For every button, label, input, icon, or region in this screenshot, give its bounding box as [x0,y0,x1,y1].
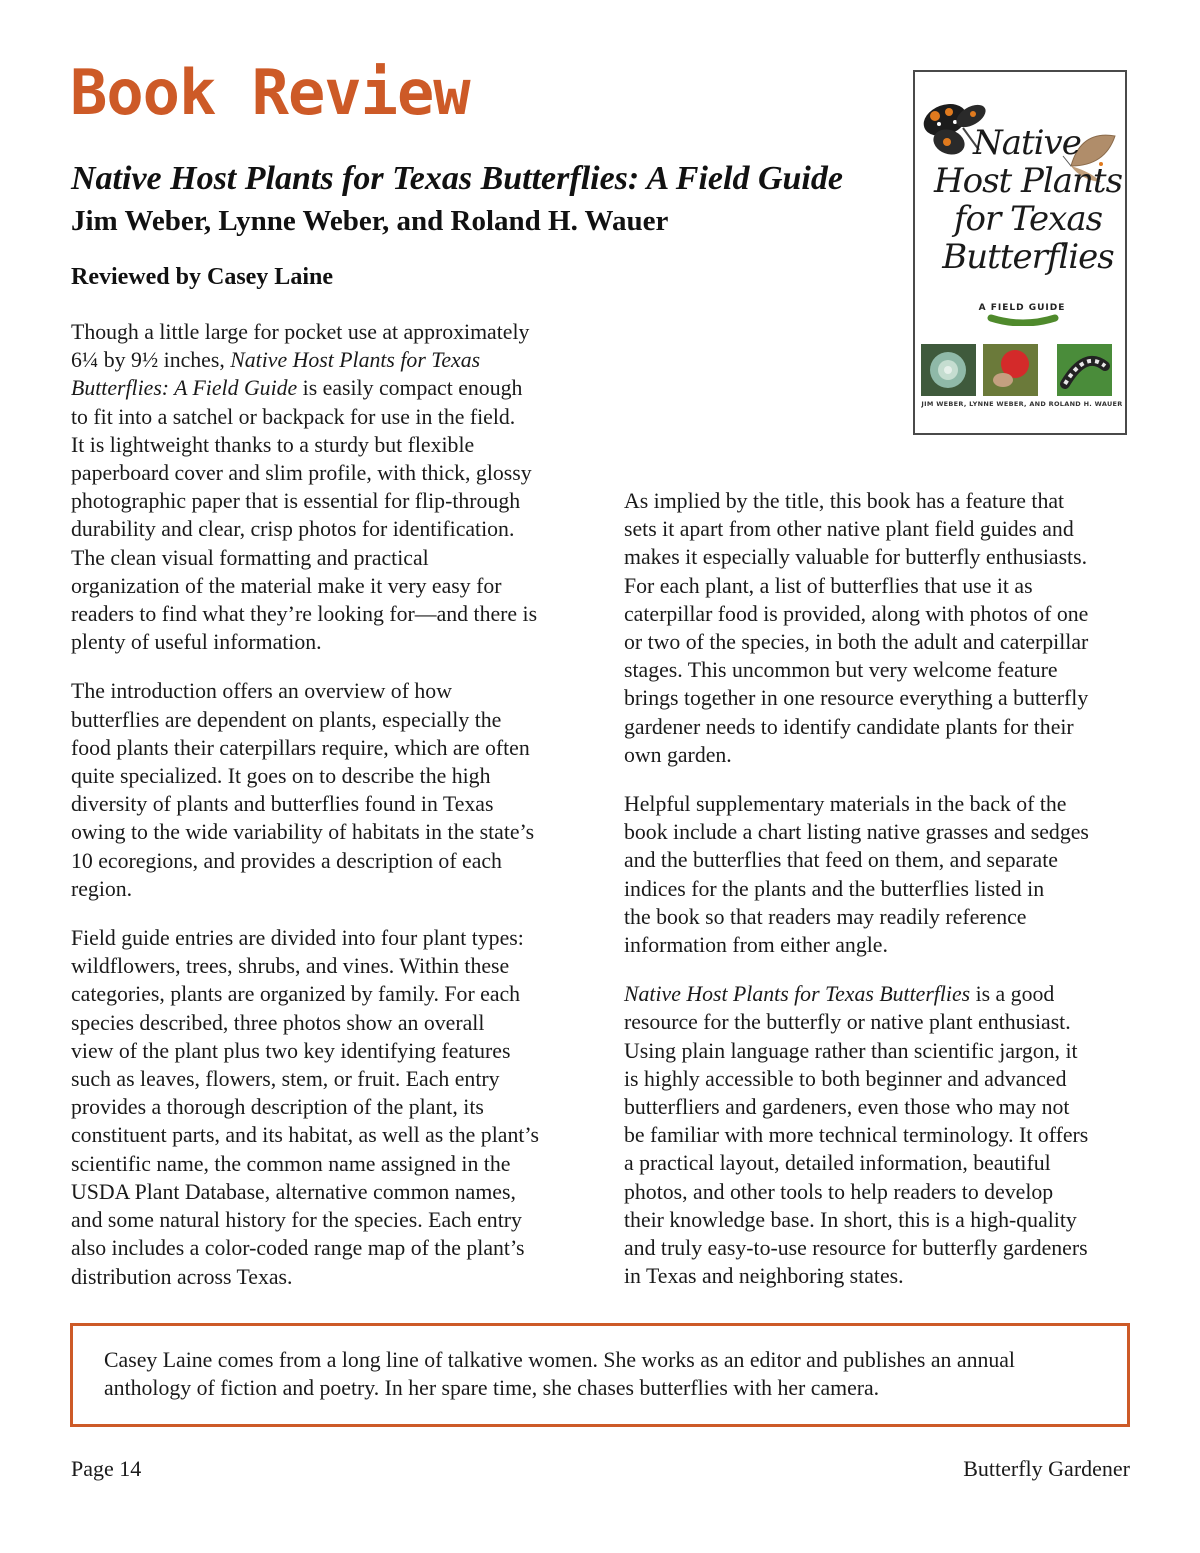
text-line [71,1009,586,1037]
text-run: wildflowers, trees, shrubs, and vines. Within these [71,954,510,979]
section-title: Book Review [70,56,470,129]
text-run: diversity of plants and butterflies found in Texas [71,792,494,817]
text-line [71,374,586,402]
text-run: The clean visual formatting and practical [71,545,429,570]
text-line [624,487,1139,515]
book-authors: Jim Weber, Lynne Weber, and Roland H. Wauer [71,205,669,237]
text-line [71,600,586,628]
text-line [624,1093,1139,1121]
text-line [624,600,1139,628]
text-run: own garden. [624,742,732,767]
text-line [71,403,586,431]
book-title: Native Host Plants for Texas Butterflies: A Field Guide [71,160,843,197]
text-run: or two of the species, in both the adult and caterpillar [624,630,1089,655]
cover-title [933,124,1123,276]
text-line [71,1037,586,1065]
text-run: organization of the material make it very easy for [71,573,502,598]
text-run: photos, and other tools to help readers to develop [624,1179,1054,1204]
text-line [624,713,1139,741]
cover-title-line: for Texas [953,199,1103,239]
text-run: such as leaves, flowers, stem, or fruit. Each entry [71,1067,500,1092]
text-line [71,628,586,656]
text-line [71,677,586,705]
text-line [71,346,586,374]
text-line [624,1149,1139,1177]
cover-title-line: Butterflies [942,237,1114,277]
text-line [624,931,1139,959]
text-run: 10 ecoregions, and provides a description of each [71,848,502,873]
bio-line: Casey Laine comes from a long line of talkative women. She works as an editor and publishes an annual [104,1348,1015,1372]
text-line [71,1206,586,1234]
text-run: food plants their caterpillars require, which are often [71,735,530,760]
text-run: the book so that readers may readily reference [624,904,1027,929]
text-line [624,1065,1139,1093]
text-run: makes it especially valuable for butterfly enthusiasts. [624,545,1088,570]
text-run: also includes a color-coded range map of the plant’s [71,1236,525,1261]
text-line [71,952,586,980]
text-run: It is lightweight thanks to a sturdy but flexible [71,432,475,457]
text-run: owing to the wide variability of habitats in the state’s [71,820,535,845]
text-line [624,1178,1139,1206]
text-run: sets it apart from other native plant field guides and [624,517,1074,542]
text-run: scientific name, the common name assigned in the [71,1151,511,1176]
text-line [624,1206,1139,1234]
text-line [71,1121,586,1149]
text-run: Though a little large for pocket use at approximately [71,320,530,344]
left-column [71,318,586,1312]
text-run: and truly easy-to-use resource for butterfly gardeners [624,1236,1088,1261]
article-paragraph [624,980,1139,1290]
text-run: resource for the butterfly or native plant enthusiast. [624,1010,1071,1035]
text-run: book include a chart listing native grasses and sedges [624,820,1089,845]
text-line [71,515,586,543]
flower-butterfly-photo [983,344,1038,396]
book-cover-image [913,70,1127,435]
text-line [624,1008,1139,1036]
text-line [71,318,586,346]
text-run: information from either angle. [624,933,888,958]
text-line [624,515,1139,543]
text-run: The introduction offers an overview of how [71,679,452,704]
italic-book-title: Native Host Plants for Texas Butterflies [624,982,971,1007]
text-line [624,543,1139,571]
text-run: be familiar with more technical terminology. It offers [624,1123,1089,1148]
text-run: brings together in one resource everything a butterfly [624,686,1089,711]
text-line [624,684,1139,712]
text-run: 6¼ by 9½ inches, [71,348,231,373]
text-line [624,980,1139,1008]
caterpillar-icon [987,312,1059,326]
text-line [71,790,586,818]
text-line [624,572,1139,600]
cover-subtitle: A FIELD GUIDE [978,303,1066,313]
text-run: is highly accessible to both beginner and advanced [624,1066,1067,1091]
article-paragraph [71,318,586,656]
text-run: Using plain language rather than scientific jargon, it [624,1038,1078,1063]
page-number: Page 14 [71,1456,142,1481]
right-column [624,487,1139,1311]
text-line [71,572,586,600]
text-run: plenty of useful information. [71,630,322,655]
text-run: is a good [970,982,1055,1007]
reviewer-byline: Reviewed by Casey Laine [71,264,333,290]
text-run: species described, three photos show an overall [71,1010,485,1035]
text-run: a practical layout, detailed information, beautiful [624,1151,1051,1176]
article-paragraph [624,790,1139,959]
succulent-photo [921,344,976,396]
text-run: paperboard cover and slim profile, with thick, glossy [71,461,532,486]
text-line [71,487,586,515]
text-run: provides a thorough description of the plant, its [71,1095,484,1120]
text-line [624,846,1139,874]
text-line [624,875,1139,903]
text-line [624,1121,1139,1149]
text-line [624,628,1139,656]
text-line [71,924,586,952]
cover-authors: JIM WEBER, LYNNE WEBER, AND ROLAND H. WAUER [921,400,1123,408]
text-run: constituent parts, and its habitat, as well as the plant’s [71,1123,539,1148]
text-run: Helpful supplementary materials in the back of the [624,792,1067,817]
italic-book-title: Butterflies: A Field Guide [71,376,298,401]
text-line [71,818,586,846]
text-run: region. [71,876,133,901]
cover-title-line: Host Plants [933,161,1123,201]
text-run: to fit into a satchel or backpack for use in the field. [71,404,516,429]
text-line [71,544,586,572]
bio-line: anthology of fiction and poetry. In her spare time, she chases butterflies with her camera. [104,1376,880,1400]
text-line [71,706,586,734]
text-line [71,734,586,762]
text-run: butterfliers and gardeners, even those who may not [624,1095,1070,1120]
text-run: quite specialized. It goes on to describe the high [71,764,491,789]
text-run: distribution across Texas. [71,1264,293,1289]
text-run: durability and clear, crisp photos for identification. [71,517,515,542]
text-run: Field guide entries are divided into four plant types: [71,926,524,951]
text-line [71,1150,586,1178]
article-paragraph [71,677,586,903]
text-line [624,1234,1139,1262]
text-line [71,431,586,459]
text-run: and the butterflies that feed on them, and separate [624,848,1058,873]
text-line [624,1037,1139,1065]
text-line [624,790,1139,818]
text-run: in Texas and neighboring states. [624,1264,904,1289]
text-run: butterflies are dependent on plants, especially the [71,707,502,732]
text-line [71,1065,586,1093]
text-line [71,1234,586,1262]
text-run: indices for the plants and the butterflies listed in [624,876,1045,901]
text-line [71,459,586,487]
text-line [624,1262,1139,1290]
text-run: categories, plants are organized by family. For each [71,982,521,1007]
text-line [624,741,1139,769]
text-line [624,818,1139,846]
text-line [71,1093,586,1121]
cover-title-line: Native [973,123,1081,163]
caterpillar-photo [1057,344,1112,396]
text-line [71,762,586,790]
text-run: readers to find what they’re looking for—and there is [71,602,538,627]
article-paragraph [71,924,586,1291]
italic-book-title: Native Host Plants for Texas [230,348,481,373]
text-run: gardener needs to identify candidate plants for their [624,714,1074,739]
text-line [71,1178,586,1206]
text-line [71,980,586,1008]
publication-name: Butterfly Gardener [963,1456,1130,1481]
text-line [71,847,586,875]
text-run: caterpillar food is provided, along with photos of one [624,601,1089,626]
text-run: stages. This uncommon but very welcome feature [624,658,1058,683]
text-run: photographic paper that is essential for flip-through [71,489,521,514]
text-line [624,903,1139,931]
text-run: and some natural history for the species. Each entry [71,1208,522,1233]
text-run: view of the plant plus two key identifying features [71,1038,511,1063]
text-line [71,875,586,903]
text-run: is easily compact enough [297,376,523,401]
author-bio-box [70,1323,1130,1427]
article-paragraph [624,487,1139,769]
text-line [71,1263,586,1291]
text-run: USDA Plant Database, alternative common names, [71,1179,516,1204]
text-line [624,656,1139,684]
text-run: For each plant, a list of butterflies that use it as [624,573,1033,598]
text-run: their knowledge base. In short, this is a high-quality [624,1207,1077,1232]
text-run: As implied by the title, this book has a feature that [624,489,1065,513]
